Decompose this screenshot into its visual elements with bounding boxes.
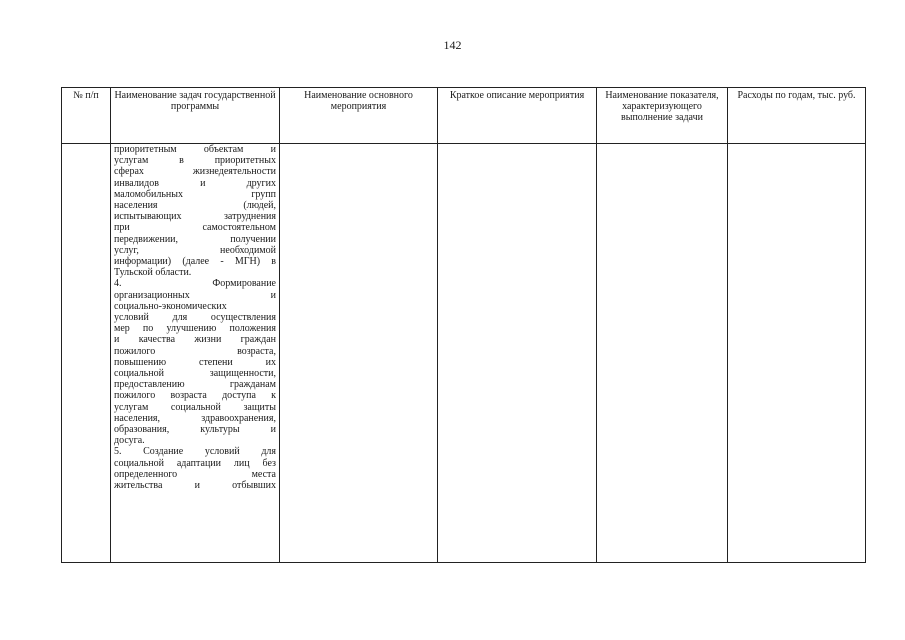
cell-main-activity xyxy=(280,144,438,563)
cell-task-text xyxy=(111,144,280,563)
task-line: повышению степени их xyxy=(114,356,276,368)
task-line: социально-экономических xyxy=(114,300,227,312)
task-line: испытывающих затруднения xyxy=(114,211,276,223)
table-header-row xyxy=(62,88,866,144)
task-line: организационных и xyxy=(114,289,276,301)
task-line: жительства и отбывших xyxy=(114,480,276,492)
task-line: населения (людей, xyxy=(114,200,276,212)
task-line: услугам социальной защиты xyxy=(114,401,276,413)
task-line: инвалидов и других xyxy=(114,177,276,189)
header-expenses: Расходы по годам, тыс. руб. xyxy=(728,88,866,144)
task-line: образования, культуры и xyxy=(114,424,276,436)
task-line: социальной защищенности, xyxy=(114,368,276,380)
task-line: досуга. xyxy=(114,435,145,447)
header-activity-description: Краткое описание мероприятия xyxy=(438,88,597,144)
task-line: социальной адаптации лиц без xyxy=(114,457,276,469)
task-line: определенного места xyxy=(114,468,276,480)
task-line: и качества жизни граждан xyxy=(114,334,276,346)
header-number: № п/п xyxy=(62,88,111,144)
task-line: пожилого возраста, xyxy=(114,345,276,357)
header-task-name: Наименование задач государственной программы xyxy=(111,88,280,144)
task-line: населения, здравоохранения, xyxy=(114,412,276,424)
task-line: маломобильных групп xyxy=(114,188,276,200)
page-number: 142 xyxy=(443,38,462,52)
task-line: услугам в приоритетных xyxy=(114,155,276,167)
program-table xyxy=(61,87,866,563)
cell-number xyxy=(62,144,111,563)
task-line: приоритетным объектам и xyxy=(114,144,276,155)
task-line: 5. Создание условий для xyxy=(114,446,276,458)
cell-expenses xyxy=(728,144,866,563)
task-line: передвижении, получении xyxy=(114,233,276,245)
task-line: Тульской области. xyxy=(114,267,192,279)
task-line: сферах жизнедеятельности xyxy=(114,166,276,178)
header-indicator: Наименование показателя, характеризующего выполнение задачи xyxy=(597,88,728,144)
cell-indicator xyxy=(597,144,728,563)
task-line: 4. Формирование xyxy=(114,278,276,290)
header-main-activity: Наименование основного мероприятия xyxy=(280,88,438,144)
task-line: при самостоятельном xyxy=(114,222,276,234)
cell-activity-description xyxy=(438,144,597,563)
table-row xyxy=(62,144,866,563)
task-line: услуг, необходимой xyxy=(114,244,276,256)
task-line: пожилого возраста доступа к xyxy=(114,390,276,402)
task-line: мер по улучшению положения xyxy=(114,323,276,335)
task-line: информации) (далее - МГН) в xyxy=(114,256,276,268)
task-line: предоставлению гражданам xyxy=(114,379,276,391)
task-line: условий для осуществления xyxy=(114,312,276,324)
